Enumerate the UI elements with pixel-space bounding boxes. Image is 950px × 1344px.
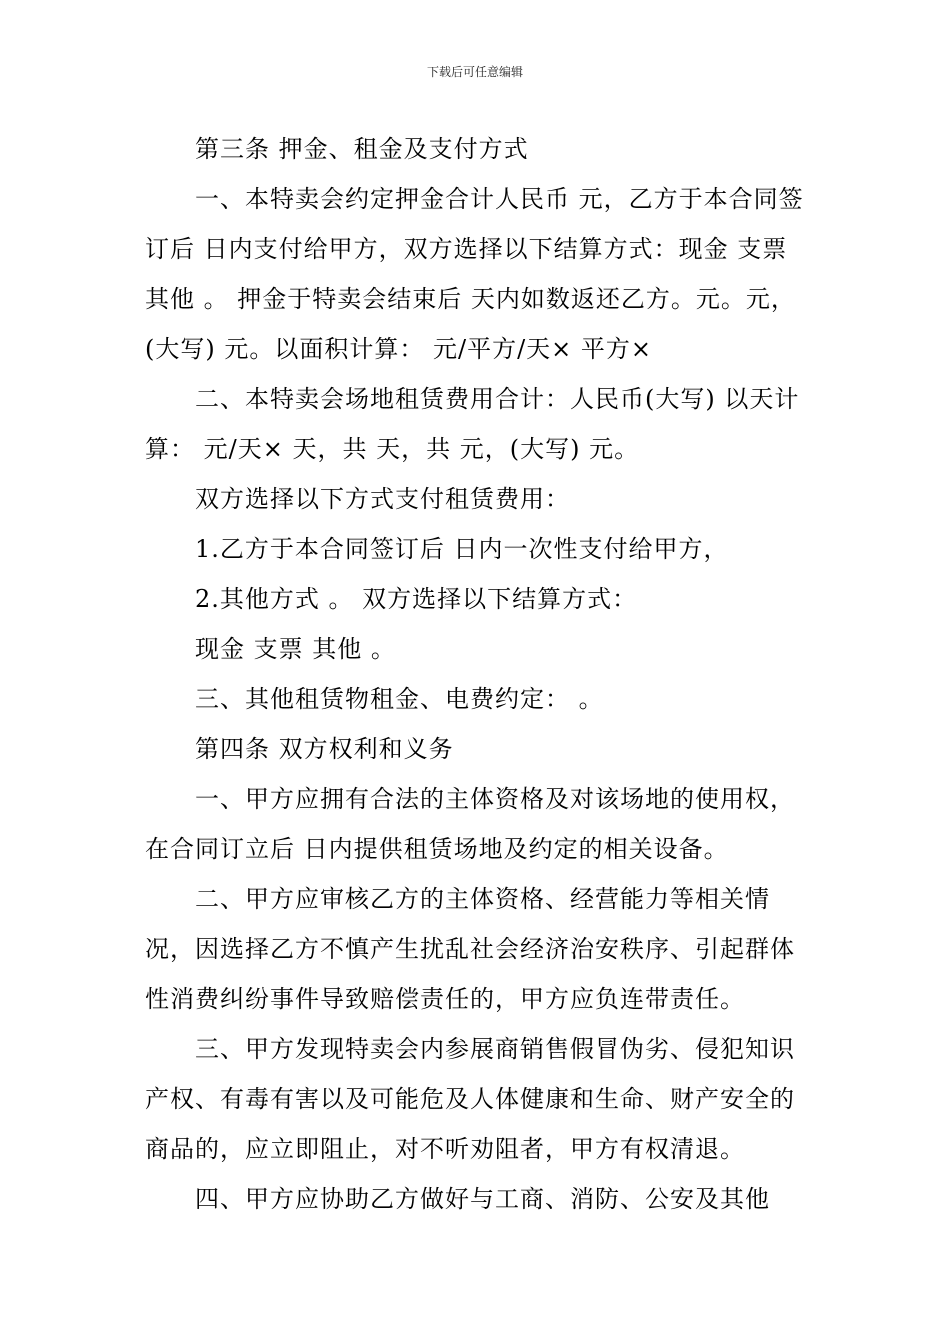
page-header-note: 下载后可任意编辑	[426, 65, 523, 79]
article-three-heading: 第三条 押金、租金及支付方式	[195, 135, 529, 163]
deposit-clause: 一、本特卖会约定押金合计人民币 元，乙方于本合同签订后 日内支付给甲方，双方选择以下结算方式：现金 支票 其他 。 押金于特卖会结束后 天内如数返还乙方。元。元，(大写) 元。以面积计算： 元/平方/天× 平方×	[145, 185, 804, 363]
payment-option-1: 1.乙方于本合同签订后 日内一次性支付给甲方，	[195, 535, 729, 563]
settlement-options: 现金 支票 其他 。	[195, 635, 396, 663]
rent-clause: 二、本特卖会场地租赁费用合计：人民币(大写) 以天计算： 元/天× 天，共 天，共 元，(大写) 元。	[145, 385, 800, 463]
payment-option-2: 2.其他方式 。 双方选择以下结算方式：	[195, 585, 638, 613]
party-a-duty-1: 一、甲方应拥有合法的主体资格及对该场地的使用权，在合同订立后 日内提供租赁场地及约定的相关设备。	[145, 785, 795, 863]
party-a-duty-4: 四、甲方应协助乙方做好与工商、消防、公安及其他	[195, 1185, 770, 1213]
party-a-duty-2: 二、甲方应审核乙方的主体资格、经营能力等相关情况，因选择乙方不慎产生扰乱社会经济治安秩序、引起群体性消费纠纷事件导致赔偿责任的，甲方应负连带责任。	[145, 885, 795, 1013]
document-body	[145, 124, 815, 1224]
article-four-heading: 第四条 双方权利和义务	[195, 735, 454, 763]
payment-method-intro: 双方选择以下方式支付租赁费用：	[195, 485, 570, 513]
other-rent-clause: 三、其他租赁物租金、电费约定： 。	[195, 685, 604, 713]
party-a-duty-3: 三、甲方发现特卖会内参展商销售假冒伪劣、侵犯知识产权、有毒有害以及可能危及人体健康和生命、财产安全的商品的，应立即阻止，对不听劝阻者，甲方有权清退。	[145, 1035, 795, 1163]
